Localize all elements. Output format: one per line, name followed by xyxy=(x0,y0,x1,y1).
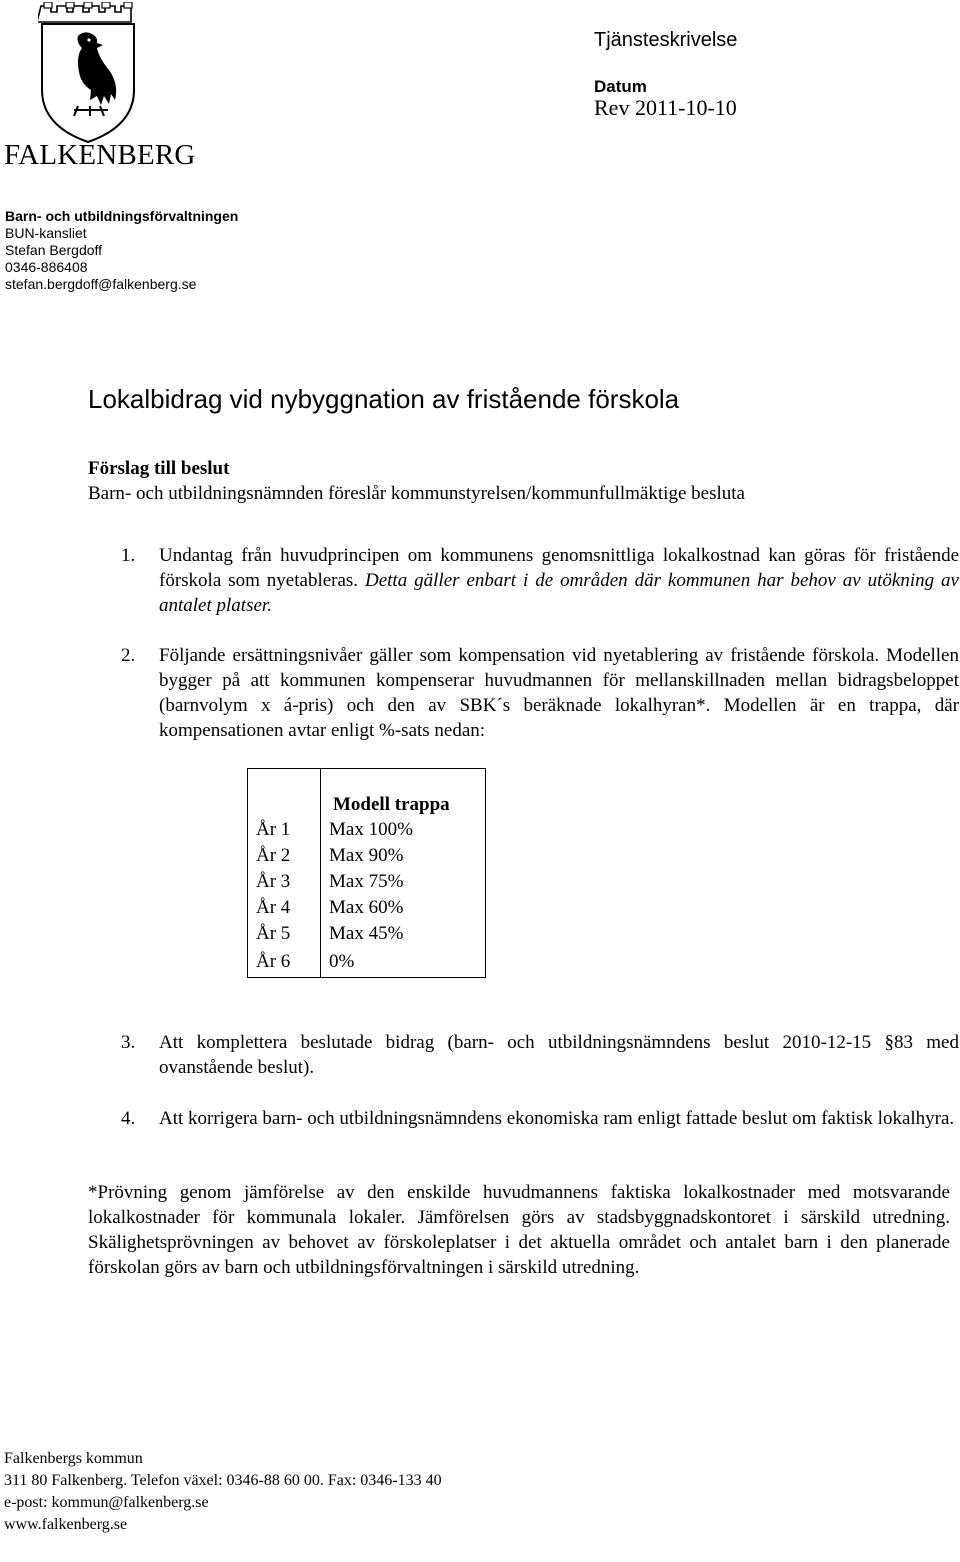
contact-email: stefan.bergdoff@falkenberg.se xyxy=(5,276,197,292)
table-row xyxy=(248,895,486,921)
contact-organisation: Barn- och utbildningsförvaltningen xyxy=(5,208,239,224)
year-cell: År 2 xyxy=(248,843,321,869)
footer-address: 311 80 Falkenberg. Telefon växel: 0346-88 60 00. Fax: 0346-133 40 xyxy=(4,1472,442,1489)
list-item-number: 3. xyxy=(121,1032,136,1053)
model-table xyxy=(247,768,486,978)
list-item-text: Följande ersättningsnivåer gäller som kompensation vid nyetablering av fristående förskola. Modellen bygger på att kommunen kompenserar huvudmannen för mellanskillnaden mellan bidragsbeloppet (barnvolym x á-pris) och den av SBK´s beräknade lokalhyran*. Modellen är en trappa, där kompensationen avtar enligt %-sats nedan: xyxy=(159,645,959,741)
value-cell: Max 75% xyxy=(321,869,486,895)
contact-block xyxy=(5,208,238,293)
page-footer xyxy=(4,1448,442,1536)
year-cell: År 6 xyxy=(248,947,321,978)
value-cell: Max 45% xyxy=(321,921,486,947)
list-item-number: 2. xyxy=(121,645,136,666)
table-row xyxy=(248,921,486,947)
year-cell: År 4 xyxy=(248,895,321,921)
table-row xyxy=(248,843,486,869)
value-cell: Max 60% xyxy=(321,895,486,921)
table-header: Modell trappa xyxy=(321,793,486,817)
table-row xyxy=(248,817,486,843)
list-item-text: Att komplettera beslutade bidrag (barn- och utbildningsnämndens beslut 2010-12-15 §83 med ovanstående beslut). xyxy=(159,1032,959,1078)
page-title: Lokalbidrag vid nybyggnation av fristående förskola xyxy=(88,384,680,414)
list-item-text: Att korrigera barn- och utbildningsnämndens ekonomiska ram enligt fattade beslut om faktisk lokalhyra. xyxy=(159,1108,955,1129)
document-type: Tjänsteskrivelse xyxy=(594,29,738,51)
footer-website: www.falkenberg.se xyxy=(4,1516,128,1533)
date-value: Rev 2011-10-10 xyxy=(594,95,737,120)
footer-email: e-post: kommun@falkenberg.se xyxy=(4,1494,209,1511)
table-row xyxy=(248,869,486,895)
value-cell: Max 100% xyxy=(321,817,486,843)
list-item-text-italic: Detta gäller enbart i de områden där kommunen har behov av utökning av antalet platser. xyxy=(159,570,959,616)
footer-name: Falkenbergs kommun xyxy=(4,1450,143,1467)
year-cell: År 1 xyxy=(248,817,321,843)
value-cell: Max 90% xyxy=(321,843,486,869)
table-header-row xyxy=(248,793,486,817)
contact-phone: 0346-886408 xyxy=(5,259,88,275)
contact-department: BUN-kansliet xyxy=(5,225,87,241)
list-item-text xyxy=(159,543,959,618)
contact-name: Stefan Bergdoff xyxy=(5,242,103,258)
proposal-intro: Barn- och utbildningsnämnden föreslår kommunstyrelsen/kommunfullmäktige besluta xyxy=(88,483,745,504)
list-item-text-regular: Undantag från huvudprincipen om kommunens genomsnittliga lokalkostnad kan göras för fristående förskola som nyetableras. xyxy=(159,545,959,591)
municipality-wordmark: FALKENBERG xyxy=(4,139,196,171)
proposal-heading: Förslag till beslut xyxy=(88,458,230,479)
table-row xyxy=(248,769,486,794)
list-item-number: 1. xyxy=(121,545,136,566)
year-cell: År 5 xyxy=(248,921,321,947)
year-cell: År 3 xyxy=(248,869,321,895)
coat-of-arms-logo xyxy=(38,2,138,144)
footnote: *Prövning genom jämförelse av den enskilde huvudmannens faktiska lokalkostnader med motsvarande lokalkostnader för kommunala lokaler. Jämförelsen görs av stadsbyggnadskontoret i särskild utredning. Skälighetsprövningen av behovet av förskoleplatser i det aktuella området och antalet barn i den planerade förskolan görs av barn och utbildningsförvaltningen i särskild utredning. xyxy=(88,1182,950,1278)
value-cell: 0% xyxy=(321,947,486,978)
list-item-number: 4. xyxy=(121,1108,136,1129)
date-label: Datum xyxy=(594,77,647,96)
table-row xyxy=(248,947,486,978)
